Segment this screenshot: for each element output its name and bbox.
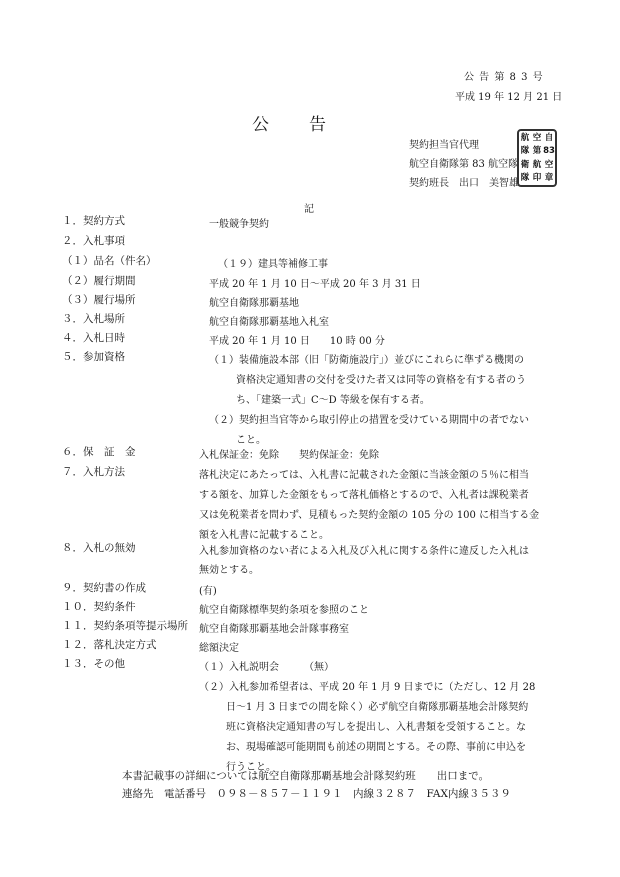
- item-value: 航空自衛隊標準契約条項を参照のこと: [199, 605, 369, 616]
- notice-date: 平成 19 年 12 月 21 日: [455, 92, 563, 103]
- seal-character: 航: [520, 132, 530, 143]
- item-label: （２）履行期間: [62, 275, 136, 287]
- seal-character: 衛: [520, 159, 530, 170]
- other-line: 日～1 月 3 日までの間を除く）必ず航空自衛隊那覇基地会計隊契約: [226, 702, 529, 713]
- seal-character: 83: [543, 146, 555, 156]
- guarantee-label: ６．保 証 金: [62, 446, 136, 458]
- other-line: 班に資格決定通知書の写しを提出し、入札書類を受領すること。な: [226, 722, 526, 733]
- issuer-unit: 航空自衛隊第 83 航空隊: [409, 159, 519, 170]
- guarantee-value: 入札保証金：免除 契約保証金：免除: [199, 450, 379, 461]
- item-label: ３．入札場所: [62, 313, 125, 325]
- method-line: する額を、加算した金額をもって落札価格とするので、入札者は課税業者: [199, 490, 529, 501]
- other-line: 行うこと。: [226, 762, 276, 773]
- item-value: （１）入札説明会 （無）: [199, 662, 334, 673]
- invalid-label: ８．入札の無効: [62, 542, 136, 554]
- method-line: 落札決定にあたっては、入札書に記載された金額に当該金額の５％に相当: [199, 470, 529, 481]
- footer-contact-note: 本書記載事の詳細については航空自衛隊那覇基地会計隊契約班 出口まで。: [122, 770, 490, 782]
- qualification-1-line: （１）装備施設本部（旧「防衛施設庁」）並びにこれらに準ずる機関の: [209, 355, 524, 366]
- item-label: （３）履行場所: [62, 294, 136, 306]
- issuer-name: 契約班長 出口 美智雄: [409, 178, 519, 189]
- method-label: ７．入札方法: [62, 466, 125, 478]
- seal-character: 隊: [520, 146, 530, 156]
- item-label: １３．その他: [62, 658, 125, 670]
- seal-character: 章: [544, 173, 554, 183]
- item-value: 航空自衛隊那覇基地: [209, 298, 299, 309]
- page-title: 公 告: [252, 115, 328, 135]
- seal-character: 空: [544, 159, 554, 170]
- other-line: お、現場確認可能期間も前述の期間とする。その際、事前に申込を: [226, 742, 526, 753]
- qualification-2-line: こと。: [236, 435, 266, 446]
- ki-heading: 記: [304, 204, 314, 215]
- seal-character: 自: [544, 132, 554, 143]
- seal-character: 航: [532, 159, 542, 170]
- item-label: （１）品名（件名）: [62, 255, 157, 267]
- issuer-title: 契約担当官代理: [409, 140, 479, 151]
- seal-character: 印: [532, 173, 542, 183]
- seal-character: 隊: [520, 173, 530, 183]
- item-label: １．契約方式: [62, 215, 125, 227]
- item-label: ５．参加資格: [62, 351, 125, 363]
- qualification-2-line: （２）契約担当官等から取引停止の措置を受けている期間中の者でない: [209, 415, 529, 426]
- item-label: １１．契約条項等提示場所: [62, 620, 188, 632]
- method-line: 額を入札書に記載すること。: [199, 530, 329, 541]
- item-label: ４．入札日時: [62, 332, 125, 344]
- item-value: 平成 20 年 1 月 10 日 10 時 00 分: [209, 336, 385, 347]
- item-value: 総額決定: [199, 643, 239, 654]
- official-seal: [517, 129, 557, 187]
- method-line: 又は免税業者を問わず、見積もった契約金額の 105 分の 100 に相当する金: [199, 510, 540, 521]
- notice-number: 公 告 第 8 3 号: [464, 72, 544, 83]
- item-value: （１９）建具等補修工事: [218, 259, 328, 270]
- item-label: ９．契約書の作成: [62, 582, 146, 594]
- seal-character: 空: [532, 132, 542, 143]
- item-label: １０．契約条件: [62, 601, 136, 613]
- item-value: 航空自衛隊那覇基地入札室: [209, 317, 329, 328]
- item-value: 一般競争契約: [209, 219, 269, 230]
- qualification-1-line: 資格決定通知書の交付を受けた者又は同等の資格を有する者のう: [236, 375, 526, 386]
- qualification-1-line: ち、「建築一式」C～D 等級を保有する者。: [236, 395, 430, 406]
- other-line: （２）入札参加希望者は、平成 20 年 1 月 9 日までに（ただし、12 月 28: [199, 682, 536, 693]
- item-label: １２．落札決定方式: [62, 639, 157, 651]
- item-value: 平成 20 年 1 月 10 日～平成 20 年 3 月 31 日: [209, 279, 421, 290]
- item-value: (有): [199, 586, 217, 597]
- item-label: ２．入札事項: [62, 235, 125, 247]
- footer-phone: 連絡先 電話番号 ０９８－８５７－１１９１ 内線３２８７ FAX内線３５３９: [122, 788, 511, 800]
- item-value: 航空自衛隊那覇基地会計隊事務室: [199, 624, 349, 635]
- seal-character: 第: [532, 146, 542, 156]
- invalid-line: 入札参加資格のない者による入札及び入札に関する条件に違反した入札は: [199, 546, 529, 557]
- invalid-line: 無効とする。: [199, 565, 259, 576]
